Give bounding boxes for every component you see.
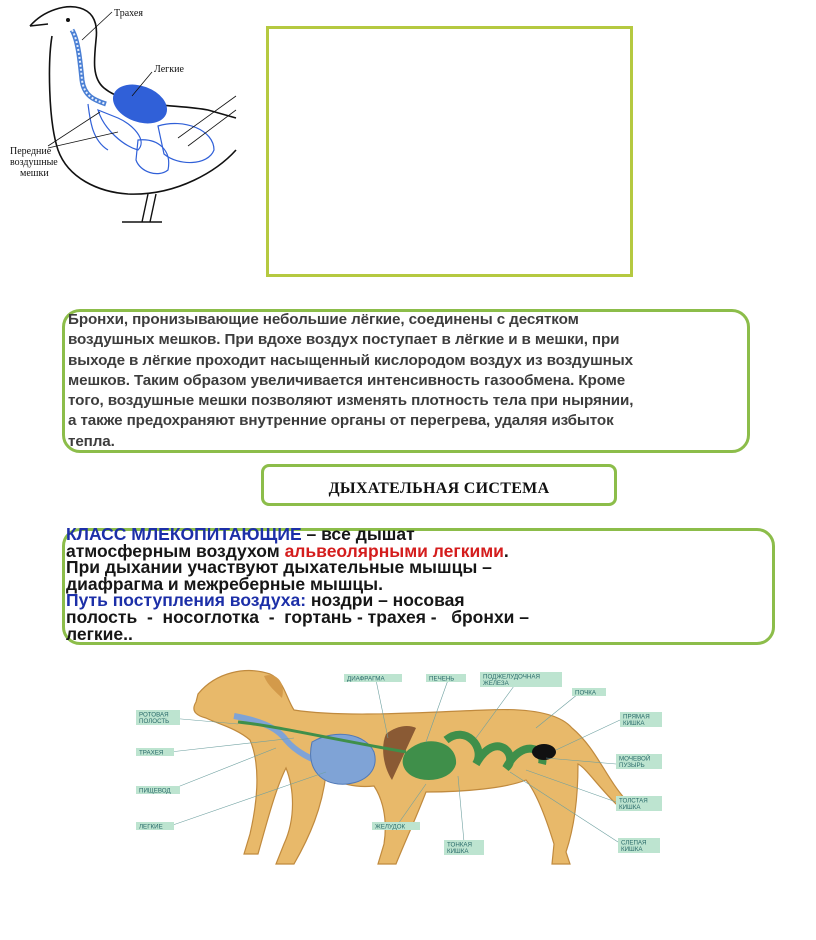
label-kidney (572, 688, 606, 697)
text-line: выходе в лёгкие проходит насыщенный кислородом воздух из воздушных (68, 351, 633, 369)
text-line: При дыхании участвуют дыхательные мышцы – (66, 557, 492, 578)
svg-text:ПРЯМАЯ: ПРЯМАЯ (623, 713, 650, 721)
text-line: а также предохраняют внутренние органы от перегрева, удаляя избыток (68, 412, 614, 430)
label-lungs: Легкие (154, 64, 184, 75)
dog-anatomy-diagram (126, 668, 678, 880)
svg-text:ЖЕЛЕЗА: ЖЕЛЕЗА (483, 680, 509, 687)
text-fragment: – все дышат (301, 524, 415, 544)
label-mouth-cavity (136, 710, 180, 725)
svg-text:ПИЩЕВОД: ПИЩЕВОД (139, 787, 171, 795)
svg-text:ДИАФРАГМА: ДИАФРАГМА (347, 675, 385, 683)
label-front-sacs-2: воздушные (10, 157, 58, 168)
label-front-sacs-1: Передние (10, 146, 52, 157)
label-small-intestine (444, 840, 484, 855)
svg-text:ЛЕГКИЕ: ЛЕГКИЕ (139, 823, 163, 831)
label-stomach (372, 822, 420, 831)
svg-text:ПЕЧЕНЬ: ПЕЧЕНЬ (429, 675, 455, 683)
label-front-sacs-3: мешки (20, 168, 49, 179)
text-line: тепла. (68, 432, 115, 450)
label-esophagus (136, 786, 180, 795)
empty-image-frame (266, 26, 633, 277)
section-title: ДЫХАТЕЛЬНАЯ СИСТЕМА (328, 480, 550, 497)
svg-text:СЛЕПАЯ: СЛЕПАЯ (621, 839, 647, 847)
label-trachea (136, 748, 174, 757)
svg-text:РОТОВАЯ: РОТОВАЯ (139, 711, 169, 719)
svg-text:ЖЕЛУДОК: ЖЕЛУДОК (375, 823, 406, 831)
bird-respiration-text (68, 310, 750, 452)
svg-text:КИШКА: КИШКА (623, 720, 645, 727)
text-fragment: . (503, 540, 509, 561)
bladder-organ (532, 744, 556, 760)
text-line: мешков. Таким образом увеличивается интенсивность газообмена. Кроме (68, 371, 626, 389)
alveolar-highlight: альвеолярными легкими (284, 540, 504, 561)
section-title-box (261, 464, 617, 506)
mammal-respiration-text (66, 526, 766, 642)
label-large-intestine (616, 796, 662, 811)
label-bladder (616, 754, 662, 769)
svg-text:КИШКА: КИШКА (447, 848, 469, 855)
label-cecum (618, 838, 660, 853)
svg-text:ПОЛОСТЬ: ПОЛОСТЬ (139, 718, 170, 725)
text-line: диафрагма и межреберные мышцы. (66, 573, 383, 594)
svg-text:ПУЗЫРЬ: ПУЗЫРЬ (619, 762, 645, 769)
text-fragment: ноздри – носовая (306, 590, 465, 611)
text-fragment: атмосферным воздухом (66, 540, 285, 561)
svg-text:КИШКА: КИШКА (621, 846, 643, 853)
bird-respiratory-diagram (8, 0, 240, 230)
text-line: Бронхи, пронизывающие небольшие лёгкие, соединены с десятком (68, 311, 579, 328)
svg-text:МОЧЕВОЙ: МОЧЕВОЙ (619, 755, 651, 763)
label-rectum (620, 712, 662, 727)
text-line: того, воздушные мешки позволяют изменять плотность тела при нырянии, (68, 392, 634, 410)
class-label: КЛАСС МЛЕКОПИТАЮЩИЕ (66, 524, 302, 544)
svg-text:ПОЧКА: ПОЧКА (575, 689, 596, 697)
svg-text:ТОЛСТАЯ: ТОЛСТАЯ (619, 797, 648, 805)
svg-text:ТОНКАЯ: ТОНКАЯ (447, 841, 472, 849)
air-path-label: Путь поступления воздуха: (66, 590, 307, 611)
text-line: легкие.. (66, 623, 133, 644)
text-line: полость - носоглотка - гортань - трахея - бронхи – (66, 606, 530, 627)
label-liver (426, 674, 466, 683)
label-diaphragm (344, 674, 402, 683)
svg-text:ТРАХЕЯ: ТРАХЕЯ (139, 749, 164, 757)
svg-text:КИШКА: КИШКА (619, 804, 641, 811)
label-lungs (136, 822, 174, 831)
svg-text:ПОДЖЕЛУДОЧНАЯ: ПОДЖЕЛУДОЧНАЯ (483, 673, 540, 681)
label-trachea: Трахея (114, 8, 143, 19)
text-line: воздушных мешков. При вдохе воздух поступает в лёгкие и в мешки, при (68, 331, 620, 349)
label-pancreas (480, 672, 562, 687)
